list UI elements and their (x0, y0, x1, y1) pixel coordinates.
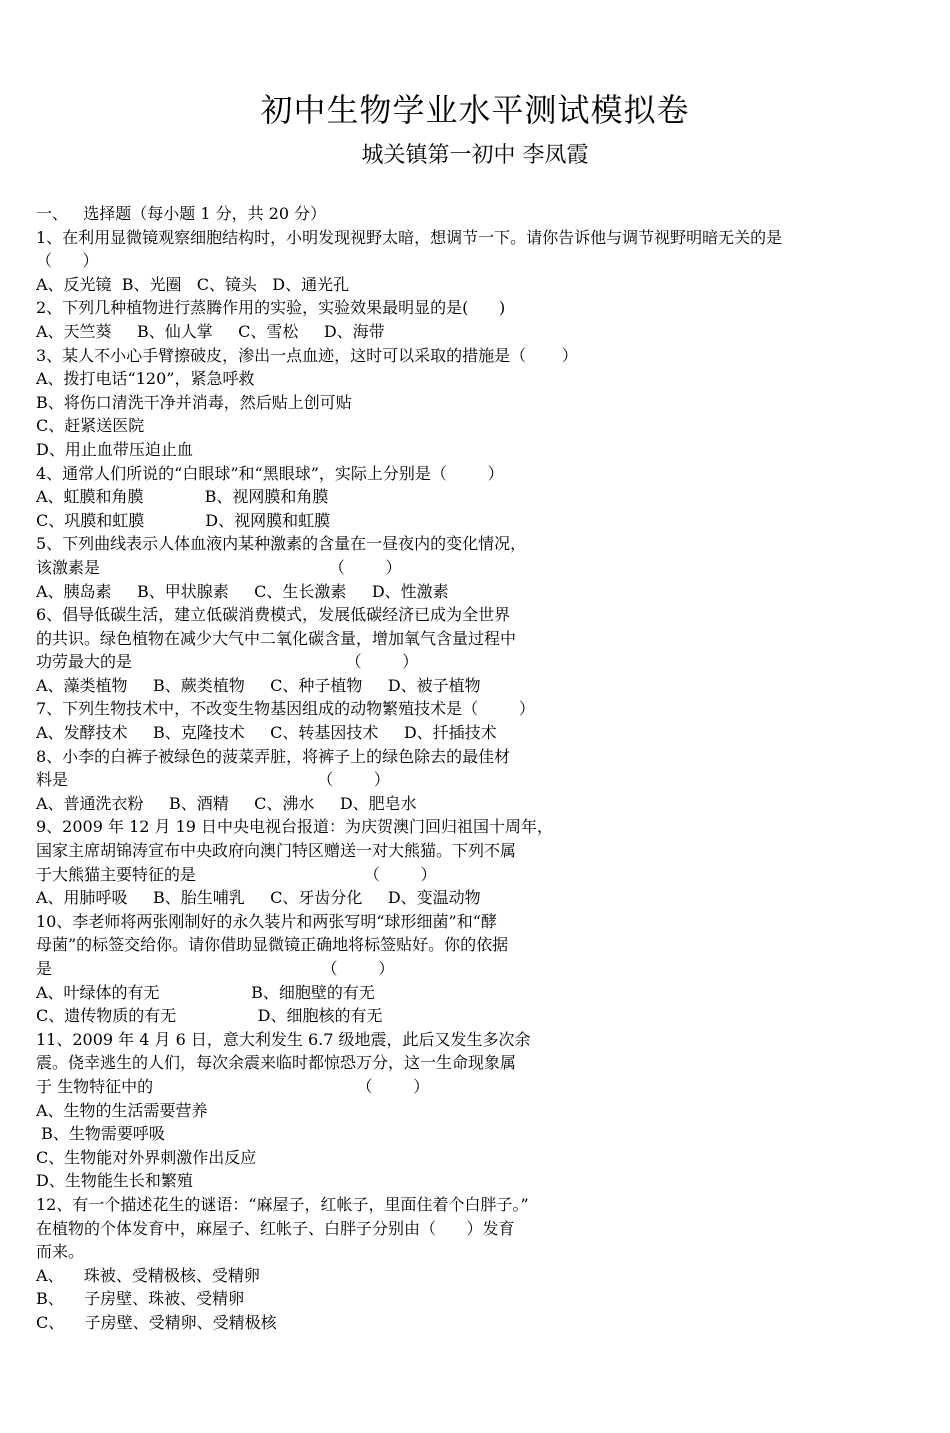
text-line: A、拨打电话“120”，紧急呼救 (36, 369, 255, 389)
text-line: 是 （ ） (36, 959, 395, 978)
text-line: C、 子房壁、受精卵、受精极核 (36, 1312, 277, 1332)
text-line: A、胰岛素 B、甲状腺素 C、生长激素 D、性激素 (36, 581, 449, 601)
text-line: B、将伤口清洗干净并消毒，然后贴上创可贴 (36, 392, 352, 412)
text-line: 的共识。绿色植物在减少大气中二氧化碳含量，增加氧气含量过程中 (36, 628, 517, 648)
question-list (36, 202, 936, 1335)
text-line: 国家主席胡锦涛宣布中央政府向澳门特区赠送一对大熊猫。下列不属 (36, 841, 517, 861)
text-line: A、生物的生活需要营养 (36, 1100, 208, 1120)
text-line: 6、倡导低碳生活，建立低碳消费模式，发展低碳经济已成为全世界 (36, 605, 511, 625)
text-line: 该激素是 （ ） (36, 557, 402, 577)
text-line: A、藻类植物 B、蕨类植物 C、种子植物 D、被子植物 (36, 675, 481, 695)
text-line: C、遗传物质的有无 D、细胞核的有无 (36, 1006, 383, 1026)
text-line: A、发酵技术 B、克隆技术 C、转基因技术 D、扦插技术 (36, 723, 497, 743)
text-line: A、天竺葵 B、仙人掌 C、雪松 D、海带 (36, 321, 385, 341)
text-line: A、用肺呼吸 B、胎生哺乳 C、牙齿分化 D、变温动物 (36, 888, 481, 908)
text-line: 而来。 (36, 1242, 85, 1262)
text-line: 于大熊猫主要特征的是 （ ） (36, 864, 437, 884)
text-line: 4、通常人们所说的“白眼球”和“黑眼球”，实际上分别是（ ） (36, 463, 504, 483)
text-line: C、生物能对外界刺激作出反应 (36, 1147, 257, 1167)
text-line: 功劳最大的是 （ ） (36, 652, 419, 672)
text-line: A、虹膜和角膜 B、视网膜和角膜 (36, 487, 329, 507)
text-line: 11、2009 年 4 月 6 日，意大利发生 6.7 级地震，此后又发生多次余 (36, 1029, 531, 1049)
text-line: 一、 选择题（每小题 1 分，共 20 分） (36, 204, 327, 223)
page-title: 初中生物学业水平测试模拟卷 (260, 91, 690, 129)
text-line: C、赶紧送医院 (36, 416, 145, 436)
text-line: 2、下列几种植物进行蒸腾作用的实验，实验效果最明显的是( ) (36, 298, 506, 318)
text-line: A、 珠被、受精极核、受精卵 (36, 1265, 260, 1285)
text-line: D、生物能生长和繁殖 (36, 1171, 193, 1191)
text-line: D、用止血带压迫止血 (36, 439, 193, 459)
text-line: 3、某人不小心手臂擦破皮，渗出一点血迹，这时可以采取的措施是（ ） (36, 345, 578, 365)
text-line: B、生物需要呼吸 (36, 1124, 165, 1144)
text-line: A、反光镜 B、光圈 C、镜头 D、通光孔 (36, 274, 350, 294)
text-line: 8、小李的白裤子被绿色的菠菜弄脏，将裤子上的绿色除去的最佳材 (36, 746, 511, 766)
text-line: A、普通洗衣粉 B、酒精 C、沸水 D、肥皂水 (36, 793, 417, 813)
text-line: 在植物的个体发育中，麻屋子、红帐子、白胖子分别由（ ）发育 (36, 1218, 515, 1238)
text-line: 料是 （ ） (36, 770, 390, 790)
text-line: 9、2009 年 12 月 19 日中央电视台报道：为庆贺澳门回归祖国十周年， (36, 817, 554, 837)
text-line: C、巩膜和虹膜 D、视网膜和虹膜 (36, 510, 331, 530)
text-line: 于 生物特征中的 （ ） (36, 1076, 430, 1096)
text-line: 10、李老师将两张刚制好的永久装片和两张写明“球形细菌”和“酵 (36, 911, 497, 931)
text-line: A、叶绿体的有无 B、细胞壁的有无 (36, 982, 375, 1002)
text-line: （ ） (36, 251, 99, 271)
text-line: 母菌”的标签交给你。请你借助显微镜正确地将标签贴好。你的依据 (36, 935, 509, 955)
text-line: 1、在利用显微镜观察细胞结构时，小明发现视野太暗，想调节一下。请你告诉他与调节视野明暗无关的是 (36, 227, 783, 247)
text-line: 5、下列曲线表示人体血液内某种激素的含量在一昼夜内的变化情况， (36, 534, 527, 554)
author-line: 城关镇第一初中 李凤霞 (361, 143, 589, 168)
text-line: B、 子房壁、珠被、受精卵 (36, 1289, 245, 1309)
text-line: 12、有一个描述花生的谜语：“麻屋子，红帐子，里面住着个白胖子。” (36, 1194, 529, 1214)
text-line: 7、下列生物技术中，不改变生物基因组成的动物繁殖技术是（ ） (36, 699, 535, 719)
text-line: 震。侥幸逃生的人们，每次余震来临时都惊恐万分，这一生命现象属 (36, 1053, 517, 1073)
